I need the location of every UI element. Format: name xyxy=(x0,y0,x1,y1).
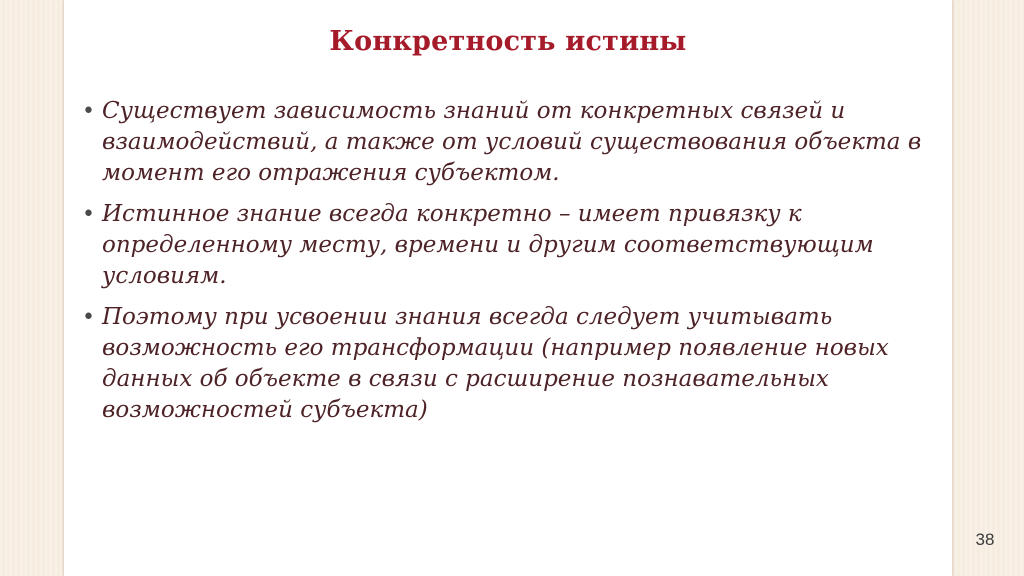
bullet-text: Существует зависимость знаний от конкретных связей и взаимодействий, а также от условий существования объекта в момент его отражения субъектом. xyxy=(102,98,922,186)
slide-title: Конкретность истины xyxy=(329,26,687,57)
bullet-item xyxy=(82,96,932,189)
bullet-text: Поэтому при усвоении знания всегда следует учитывать возможность его трансформации (например появление новых данных об объекте в связи с расширение познавательных возможностей субъекта) xyxy=(102,304,889,423)
bullet-marker: • xyxy=(82,305,95,330)
bullet-list xyxy=(82,96,932,436)
bullet-marker: • xyxy=(82,202,95,227)
page-number: 38 xyxy=(975,530,995,549)
bullet-item xyxy=(82,302,932,426)
bullet-item xyxy=(82,199,932,292)
bullet-marker: • xyxy=(82,99,95,124)
bullet-text: Истинное знание всегда конкретно – имеет привязку к определенному месту, времени и другим соответствующим условиям. xyxy=(102,201,874,289)
